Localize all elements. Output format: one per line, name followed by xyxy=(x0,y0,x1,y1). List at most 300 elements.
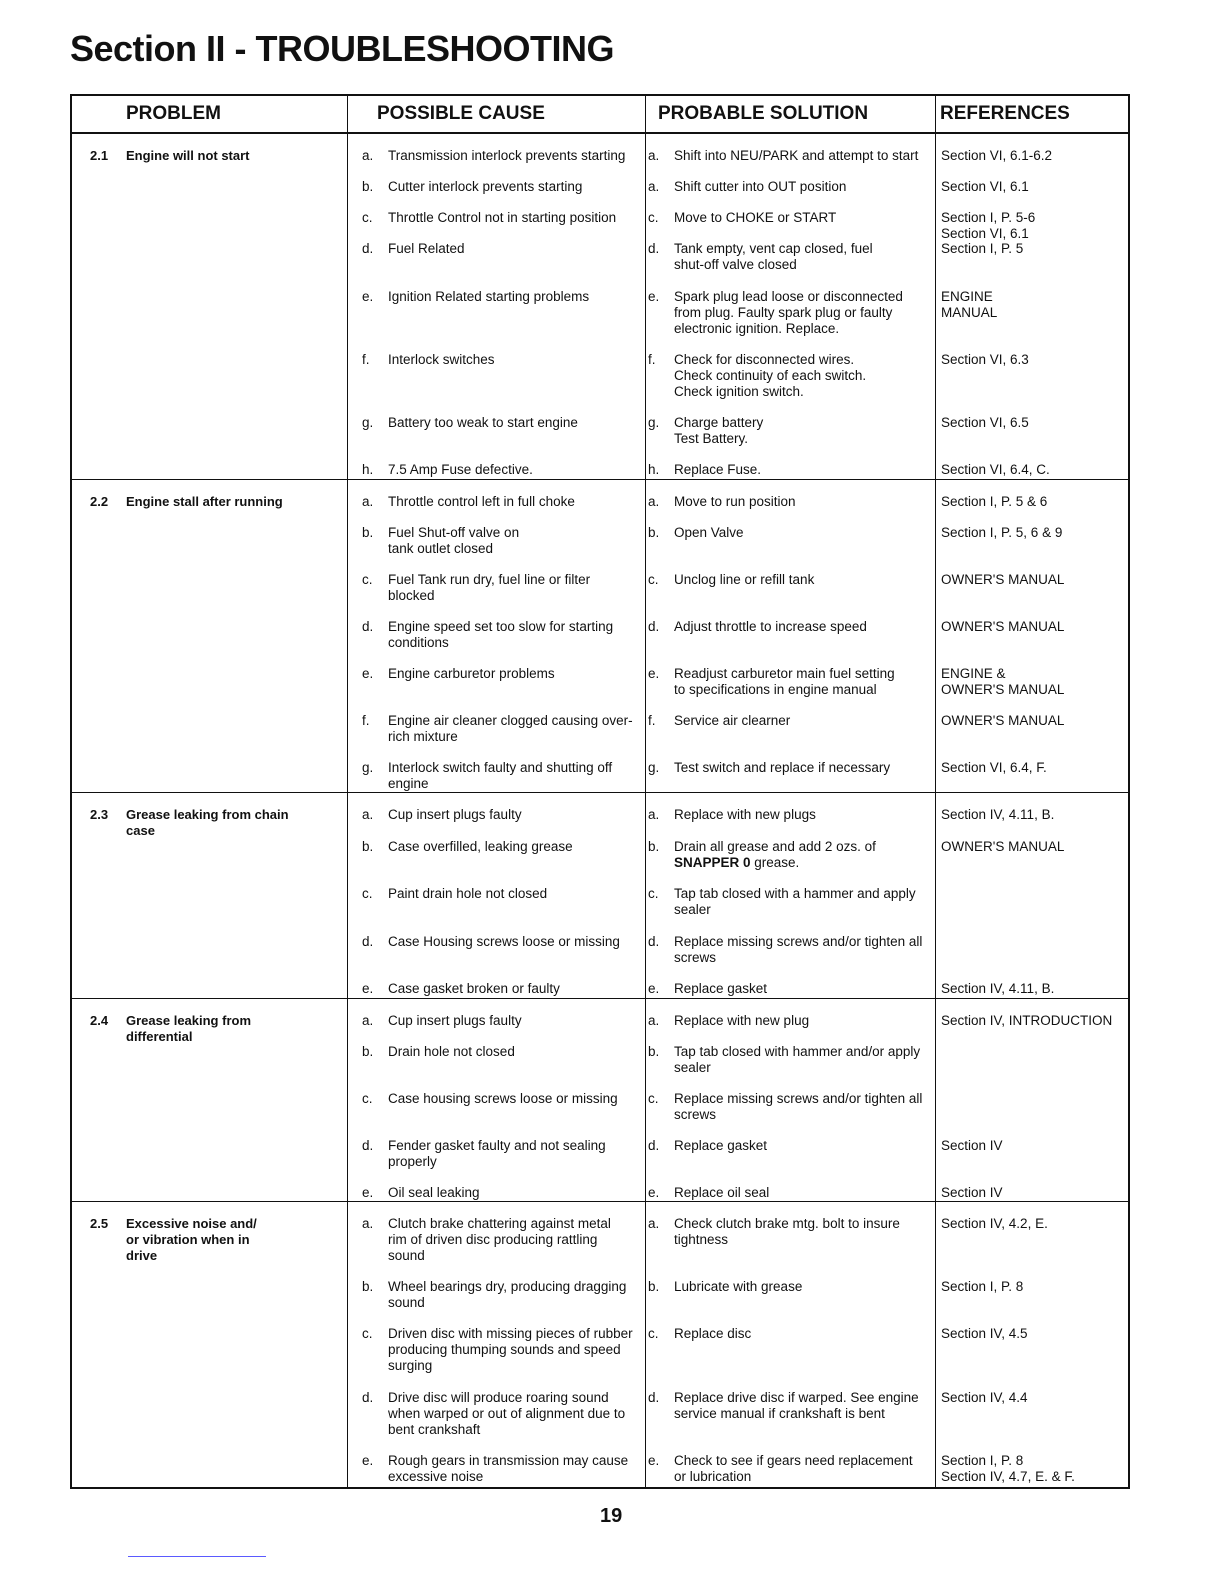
solution-cell-letter: c. xyxy=(648,1326,659,1341)
problem-name: Engine will not start xyxy=(126,148,250,163)
table-row xyxy=(348,1312,1128,1376)
reference-cell xyxy=(936,1202,1128,1265)
cause-cell xyxy=(348,1030,646,1077)
cause-cell xyxy=(348,511,646,558)
cause-cell xyxy=(348,1439,646,1487)
problem-section xyxy=(72,134,1128,480)
reference-cell xyxy=(936,1439,1128,1487)
solution-cell xyxy=(646,920,936,967)
solution-cell-text: Replace disc xyxy=(674,1326,752,1341)
solution-cell-text: Replace missing screws and/or tighten all screws xyxy=(674,934,923,965)
solution-cell xyxy=(646,793,936,825)
cause-cell xyxy=(348,338,646,401)
solution-cell-text: Lubricate with grease xyxy=(674,1279,803,1294)
reference-cell xyxy=(936,920,1128,967)
cause-cell-text: Case gasket broken or faulty xyxy=(388,981,560,996)
solution-cell-letter: b. xyxy=(648,525,660,540)
reference-cell-text xyxy=(941,934,1128,967)
solution-cell-text: Shift into NEU/PARK and attempt to start xyxy=(674,148,919,163)
cause-cell-letter: b. xyxy=(362,179,374,194)
cause-cell-text: Transmission interlock prevents starting xyxy=(388,148,626,163)
reference-cell xyxy=(936,605,1128,652)
cause-cell-text: 7.5 Amp Fuse defective. xyxy=(388,462,533,477)
cause-cell-letter: f. xyxy=(362,352,370,367)
reference-cell-text: Section IV, 4.11, B. xyxy=(941,807,1055,822)
table-row xyxy=(348,699,1128,746)
solution-cell xyxy=(646,165,936,196)
reference-cell xyxy=(936,652,1128,699)
cause-cell xyxy=(348,793,646,825)
reference-cell-text: Section IV, 4.5 xyxy=(941,1326,1028,1341)
solution-cell xyxy=(646,227,936,275)
table-row xyxy=(348,1376,1128,1439)
solution-cell xyxy=(646,1030,936,1077)
reference-cell-text: Section VI, 6.4, C. xyxy=(941,462,1050,477)
solution-cell-letter: d. xyxy=(648,934,660,949)
reference-cell xyxy=(936,1171,1128,1201)
reference-cell-text: OWNER'S MANUAL xyxy=(941,619,1065,634)
cause-cell xyxy=(348,967,646,998)
solution-cell-letter: c. xyxy=(648,210,659,225)
table-row xyxy=(348,1265,1128,1312)
cause-cell-text: Battery too weak to start engine xyxy=(388,415,578,430)
solution-cell-letter: e. xyxy=(648,981,660,996)
reference-cell-text: OWNER'S MANUAL xyxy=(941,572,1065,587)
solution-cell xyxy=(646,1077,936,1124)
solution-cell xyxy=(646,448,936,479)
cause-cell xyxy=(348,165,646,196)
cause-cell-letter: e. xyxy=(362,1185,374,1200)
table-header xyxy=(72,96,1128,134)
table-row xyxy=(348,1077,1128,1124)
problem-number: 2.2 xyxy=(90,494,109,509)
cause-cell-letter: e. xyxy=(362,666,374,681)
solution-cell xyxy=(646,746,936,792)
problem-section xyxy=(72,1202,1128,1487)
cause-cell-text: Throttle Control not in starting position xyxy=(388,210,617,225)
cause-cell xyxy=(348,920,646,967)
solution-cell-text: Drain all grease and add 2 ozs. of SNAPPER 0 grease. xyxy=(674,839,876,870)
solution-cell xyxy=(646,558,936,605)
problem-name: Grease leaking from chain case xyxy=(126,807,289,838)
cause-cell xyxy=(348,196,646,227)
solution-cell xyxy=(646,1312,936,1376)
cause-cell-letter: a. xyxy=(362,148,374,163)
solution-cell xyxy=(646,1124,936,1171)
cause-cell-letter: a. xyxy=(362,1216,374,1231)
cause-cell-letter: c. xyxy=(362,1091,373,1106)
cause-cell-letter: c. xyxy=(362,886,373,901)
cause-cell-letter: e. xyxy=(362,1453,374,1468)
reference-cell-text: OWNER'S MANUAL xyxy=(941,839,1065,854)
cause-cell xyxy=(348,605,646,652)
cause-cell-text: Case overfilled, leaking grease xyxy=(388,839,573,854)
cause-cell-text: Engine carburetor problems xyxy=(388,666,555,681)
reference-cell xyxy=(936,134,1128,165)
solution-cell-text: Tank empty, vent cap closed, fuel shut-off valve closed xyxy=(674,241,873,272)
cause-cell-letter: c. xyxy=(362,210,373,225)
solution-cell-letter: e. xyxy=(648,666,660,681)
table-row xyxy=(348,652,1128,699)
cause-cell-text: Cup insert plugs faulty xyxy=(388,807,522,822)
solution-cell-text: Replace gasket xyxy=(674,981,768,996)
solution-cell-text: Test switch and replace if necessary xyxy=(674,760,891,775)
page-title: Section II - TROUBLESHOOTING xyxy=(70,28,615,69)
solution-cell-text: Readjust carburetor main fuel setting to specifications in engine manual xyxy=(674,666,895,697)
solution-cell xyxy=(646,401,936,448)
cause-cell-text: Rough gears in transmission may cause excessive noise xyxy=(388,1453,629,1484)
cause-cell-text: Wheel bearings dry, producing dragging sound xyxy=(388,1279,627,1310)
table-row xyxy=(348,793,1128,825)
solution-cell-text: Charge battery Test Battery. xyxy=(674,415,764,446)
cause-cell-text: Cup insert plugs faulty xyxy=(388,1013,522,1028)
solution-cell-letter: a. xyxy=(648,179,660,194)
cause-cell xyxy=(348,275,646,338)
header-possible-cause: POSSIBLE CAUSE xyxy=(348,96,646,132)
problem-number: 2.4 xyxy=(90,1013,109,1028)
solution-cell xyxy=(646,480,936,511)
solution-cell-letter: f. xyxy=(648,352,656,367)
reference-cell-text: Section IV, 4.4 xyxy=(941,1390,1028,1405)
table-row xyxy=(348,165,1128,196)
table-row xyxy=(348,448,1128,479)
table-row xyxy=(348,746,1128,792)
problem-cell xyxy=(72,793,348,998)
cause-cell xyxy=(348,558,646,605)
table-row xyxy=(348,511,1128,558)
reference-cell xyxy=(936,746,1128,792)
cause-cell-letter: d. xyxy=(362,934,374,949)
reference-cell xyxy=(936,1077,1128,1124)
reference-cell xyxy=(936,338,1128,401)
reference-cell xyxy=(936,793,1128,825)
cause-cell-letter: b. xyxy=(362,1044,374,1059)
table-row xyxy=(348,134,1128,165)
reference-cell-text: ENGINE MANUAL xyxy=(941,289,998,320)
cause-cell xyxy=(348,652,646,699)
cause-cell-text: Fuel Tank run dry, fuel line or filter blocked xyxy=(388,572,591,603)
problem-cell xyxy=(72,480,348,792)
solution-cell xyxy=(646,872,936,920)
table-row xyxy=(348,872,1128,920)
solution-cell xyxy=(646,338,936,401)
reference-cell xyxy=(936,165,1128,196)
solution-cell-text: Replace with new plug xyxy=(674,1013,810,1028)
cause-cell-letter: g. xyxy=(362,415,374,430)
problem-section xyxy=(72,999,1128,1202)
solution-cell xyxy=(646,196,936,227)
solution-cell-letter: a. xyxy=(648,1013,660,1028)
cause-cell-letter: d. xyxy=(362,1138,374,1153)
solution-cell-letter: b. xyxy=(648,839,660,854)
solution-cell xyxy=(646,967,936,998)
cause-cell-text: Engine air cleaner clogged causing over- rich mixture xyxy=(388,713,633,744)
reference-cell xyxy=(936,999,1128,1030)
reference-cell-text xyxy=(941,1091,1128,1124)
reference-cell-text: Section VI, 6.1-6.2 xyxy=(941,148,1053,163)
cause-cell-text: Fuel Shut-off valve on tank outlet closed xyxy=(388,525,520,556)
reference-cell xyxy=(936,872,1128,920)
solution-cell-letter: a. xyxy=(648,148,660,163)
reference-cell-text: Section VI, 6.3 xyxy=(941,352,1029,367)
footer-rule xyxy=(128,1556,266,1557)
header-probable-solution: PROBABLE SOLUTION xyxy=(646,96,936,132)
cause-cell xyxy=(348,227,646,275)
solution-cell-letter: d. xyxy=(648,1138,660,1153)
reference-cell xyxy=(936,511,1128,558)
table-row xyxy=(348,967,1128,998)
reference-cell xyxy=(936,275,1128,338)
cause-cell xyxy=(348,999,646,1030)
solution-cell-letter: a. xyxy=(648,1216,660,1231)
cause-cell xyxy=(348,480,646,511)
solution-cell-letter: c. xyxy=(648,1091,659,1106)
table-body xyxy=(72,134,1128,1487)
solution-cell xyxy=(646,275,936,338)
cause-cell xyxy=(348,746,646,792)
cause-cell-text: Case housing screws loose or missing xyxy=(388,1091,618,1106)
solution-cell-text: Replace oil seal xyxy=(674,1185,770,1200)
reference-cell xyxy=(936,480,1128,511)
cause-cell xyxy=(348,1171,646,1201)
solution-cell xyxy=(646,1376,936,1439)
cause-cell-text: Clutch brake chattering against metal rim of driven disc producing rattling sound xyxy=(388,1216,611,1263)
problem-name: Engine stall after running xyxy=(126,494,283,509)
reference-cell-text: Section IV xyxy=(941,1138,1003,1153)
cause-cell-letter: c. xyxy=(362,572,373,587)
table-row xyxy=(348,999,1128,1030)
solution-cell xyxy=(646,605,936,652)
solution-cell-letter: d. xyxy=(648,1390,660,1405)
table-row xyxy=(348,275,1128,338)
table-row xyxy=(348,825,1128,872)
cause-cell-letter: a. xyxy=(362,494,374,509)
cause-cell xyxy=(348,825,646,872)
problem-section xyxy=(72,793,1128,999)
cause-cell xyxy=(348,1312,646,1376)
reference-cell-text: Section I, P. 5, 6 & 9 xyxy=(941,525,1063,540)
reference-cell-text: ENGINE & OWNER'S MANUAL xyxy=(941,666,1065,697)
solution-cell-letter: g. xyxy=(648,760,660,775)
cause-cell-text: Interlock switches xyxy=(388,352,495,367)
table-row xyxy=(348,920,1128,967)
reference-cell xyxy=(936,448,1128,479)
cause-cell xyxy=(348,1202,646,1265)
solution-cell-letter: a. xyxy=(648,807,660,822)
cause-cell-letter: h. xyxy=(362,462,374,477)
reference-cell-text xyxy=(941,1044,1128,1077)
cause-cell-text: Drive disc will produce roaring sound when warped or out of alignment due to bent crankshaft xyxy=(388,1390,626,1437)
solution-cell-letter: d. xyxy=(648,619,660,634)
problem-name: Excessive noise and/ or vibration when in drive xyxy=(126,1216,257,1263)
reference-cell-text: Section IV, 4.11, B. xyxy=(941,981,1055,996)
reference-cell xyxy=(936,699,1128,746)
solution-cell-letter: h. xyxy=(648,462,660,477)
cause-cell-letter: d. xyxy=(362,619,374,634)
cause-cell-text: Oil seal leaking xyxy=(388,1185,480,1200)
cause-cell-letter: c. xyxy=(362,1326,373,1341)
reference-cell xyxy=(936,227,1128,275)
cause-cell xyxy=(348,699,646,746)
reference-cell-text: Section IV, 4.2, E. xyxy=(941,1216,1048,1231)
solution-cell-text: Check clutch brake mtg. bolt to insure tightness xyxy=(674,1216,900,1247)
cause-cell-text: Case Housing screws loose or missing xyxy=(388,934,620,949)
solution-cell-letter: e. xyxy=(648,1453,660,1468)
cause-cell xyxy=(348,872,646,920)
cause-cell xyxy=(348,448,646,479)
solution-cell-text: Move to run position xyxy=(674,494,796,509)
reference-cell xyxy=(936,558,1128,605)
table-row xyxy=(348,196,1128,241)
reference-cell-text: Section IV, INTRODUCTION xyxy=(941,1013,1113,1028)
solution-cell-text: Check for disconnected wires. Check continuity of each switch. Check ignition switch. xyxy=(674,352,867,399)
solution-cell xyxy=(646,825,936,872)
cause-cell-text: Paint drain hole not closed xyxy=(388,886,548,901)
cause-cell-letter: b. xyxy=(362,525,374,540)
table-row xyxy=(348,338,1128,401)
table-row xyxy=(348,1202,1128,1265)
reference-cell-text: Section I, P. 5 xyxy=(941,241,1024,256)
solution-cell-letter: f. xyxy=(648,713,656,728)
solution-cell-text: Replace Fuse. xyxy=(674,462,762,477)
table-row xyxy=(348,480,1128,511)
reference-cell xyxy=(936,1376,1128,1439)
reference-cell xyxy=(936,1312,1128,1376)
table-row xyxy=(348,227,1128,275)
reference-cell xyxy=(936,196,1128,241)
reference-cell xyxy=(936,1124,1128,1171)
table-row xyxy=(348,605,1128,652)
problem-number: 2.1 xyxy=(90,148,109,163)
solution-cell xyxy=(646,1265,936,1312)
cause-cell-text: Drain hole not closed xyxy=(388,1044,515,1059)
reference-cell-text: Section I, P. 5-6 Section VI, 6.1 xyxy=(941,210,1036,241)
solution-cell xyxy=(646,652,936,699)
reference-cell-text: Section I, P. 8 Section IV, 4.7, E. & F. xyxy=(941,1453,1075,1484)
problem-number: 2.5 xyxy=(90,1216,109,1231)
solution-cell-text: Check to see if gears need replacement or lubrication xyxy=(674,1453,913,1484)
cause-cell xyxy=(348,1265,646,1312)
reference-cell-text: Section VI, 6.1 xyxy=(941,179,1029,194)
solution-cell-text: Replace drive disc if warped. See engine service manual if crankshaft is bent xyxy=(674,1390,919,1421)
reference-cell-text: Section VI, 6.5 xyxy=(941,415,1029,430)
reference-cell-text xyxy=(941,886,1128,920)
solution-cell-text: Tap tab closed with a hammer and apply sealer xyxy=(674,886,916,917)
solution-cell-text: Unclog line or refill tank xyxy=(674,572,815,587)
table-row xyxy=(348,1124,1128,1171)
cause-cell-letter: a. xyxy=(362,807,374,822)
solution-cell-letter: e. xyxy=(648,289,660,304)
table-row xyxy=(348,1171,1128,1201)
cause-cell xyxy=(348,1124,646,1171)
solution-cell xyxy=(646,1171,936,1201)
cause-cell-letter: g. xyxy=(362,760,374,775)
solution-cell-text: Replace with new plugs xyxy=(674,807,816,822)
solution-cell xyxy=(646,1439,936,1487)
solution-cell xyxy=(646,1202,936,1265)
reference-cell xyxy=(936,1265,1128,1312)
page-number: 19 xyxy=(600,1505,623,1527)
solution-cell xyxy=(646,699,936,746)
reference-cell-text: Section I, P. 8 xyxy=(941,1279,1024,1294)
cause-cell-text: Ignition Related starting problems xyxy=(388,289,590,304)
table-row xyxy=(348,401,1128,448)
solution-cell-letter: a. xyxy=(648,494,660,509)
solution-cell-letter: c. xyxy=(648,572,659,587)
problem-section xyxy=(72,480,1128,793)
troubleshooting-table xyxy=(70,94,1130,1489)
problem-cell xyxy=(72,1202,348,1487)
solution-cell-text: Open Valve xyxy=(674,525,744,540)
cause-cell-text: Interlock switch faulty and shutting off engine xyxy=(388,760,613,791)
cause-cell-text: Engine speed set too slow for starting conditions xyxy=(388,619,614,650)
cause-cell-letter: f. xyxy=(362,713,370,728)
reference-cell-text: Section I, P. 5 & 6 xyxy=(941,494,1048,509)
problem-name: Grease leaking from differential xyxy=(126,1013,251,1044)
cause-cell-letter: e. xyxy=(362,289,374,304)
cause-cell-text: Fuel Related xyxy=(388,241,465,256)
solution-cell xyxy=(646,999,936,1030)
cause-cell xyxy=(348,1376,646,1439)
cause-cell-letter: e. xyxy=(362,981,374,996)
cause-cell xyxy=(348,1077,646,1124)
problem-number: 2.3 xyxy=(90,807,109,822)
solution-cell-letter: c. xyxy=(648,886,659,901)
table-row xyxy=(348,1030,1128,1077)
solution-cell-text: Replace missing screws and/or tighten all screws xyxy=(674,1091,923,1122)
solution-cell-text: Spark plug lead loose or disconnected from plug. Faulty spark plug or faulty electronic ignition. Replace. xyxy=(674,289,903,336)
cause-cell-text: Driven disc with missing pieces of rubber producing thumping sounds and speed surging xyxy=(388,1326,633,1373)
problem-cell xyxy=(72,134,348,479)
cause-cell-text: Throttle control left in full choke xyxy=(388,494,575,509)
solution-cell-text: Adjust throttle to increase speed xyxy=(674,619,867,634)
reference-cell-text: Section IV xyxy=(941,1185,1003,1200)
reference-cell xyxy=(936,825,1128,872)
header-problem: PROBLEM xyxy=(72,96,348,132)
solution-cell-text: Replace gasket xyxy=(674,1138,768,1153)
cause-cell xyxy=(348,401,646,448)
cause-cell-letter: b. xyxy=(362,1279,374,1294)
solution-cell-text: Move to CHOKE or START xyxy=(674,210,837,225)
solution-cell-text: Shift cutter into OUT position xyxy=(674,179,847,194)
cause-cell-text: Fender gasket faulty and not sealing properly xyxy=(388,1138,606,1169)
problem-cell xyxy=(72,999,348,1201)
solution-cell-letter: d. xyxy=(648,241,660,256)
header-references: REFERENCES xyxy=(940,103,1070,124)
table-row xyxy=(348,558,1128,605)
reference-cell-text: Section VI, 6.4, F. xyxy=(941,760,1047,775)
reference-cell xyxy=(936,1030,1128,1077)
reference-cell xyxy=(936,401,1128,448)
cause-cell-letter: b. xyxy=(362,839,374,854)
solution-cell xyxy=(646,134,936,165)
solution-cell-text: Service air clearner xyxy=(674,713,791,728)
solution-cell xyxy=(646,511,936,558)
cause-cell-letter: a. xyxy=(362,1013,374,1028)
solution-cell-letter: g. xyxy=(648,415,660,430)
solution-cell-letter: e. xyxy=(648,1185,660,1200)
cause-cell xyxy=(348,134,646,165)
cause-cell-letter: d. xyxy=(362,1390,374,1405)
reference-cell-text: OWNER'S MANUAL xyxy=(941,713,1065,728)
table-row xyxy=(348,1439,1128,1487)
solution-cell-text: Tap tab closed with hammer and/or apply sealer xyxy=(674,1044,921,1075)
solution-cell-letter: b. xyxy=(648,1044,660,1059)
cause-cell-text: Cutter interlock prevents starting xyxy=(388,179,583,194)
solution-cell-letter: b. xyxy=(648,1279,660,1294)
cause-cell-letter: d. xyxy=(362,241,374,256)
reference-cell xyxy=(936,967,1128,998)
